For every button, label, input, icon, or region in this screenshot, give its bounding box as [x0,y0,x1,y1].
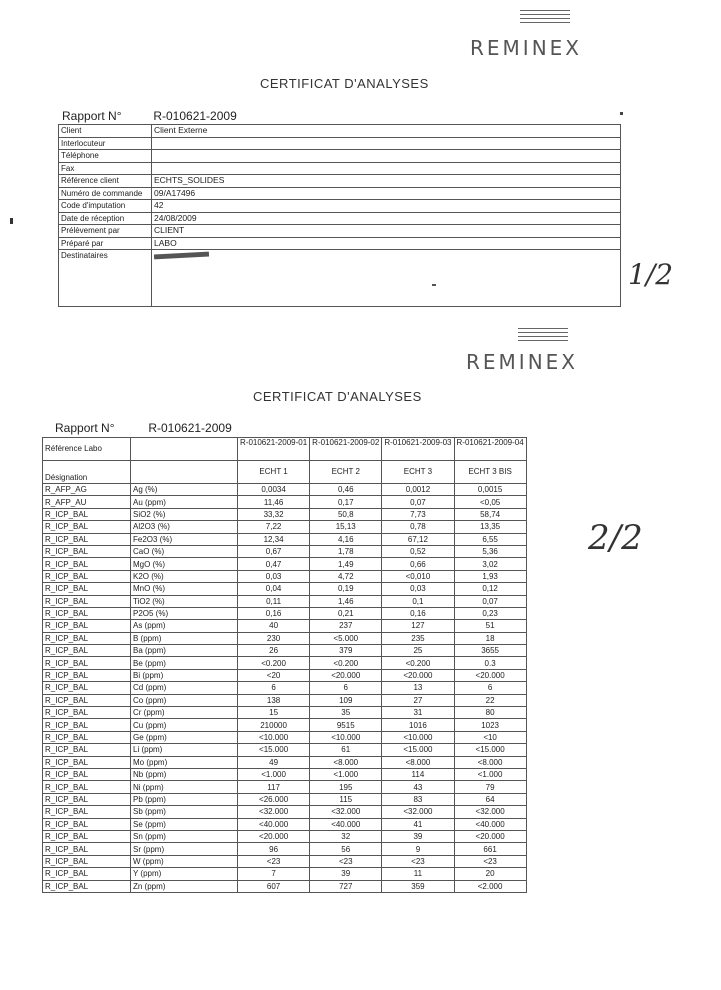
value-cell: 50,8 [310,508,382,520]
info-label: Téléphone [59,150,152,163]
value-cell: <15.000 [238,744,310,756]
result-row [43,533,527,545]
element-cell: Cr (ppm) [131,707,238,719]
value-cell: 0,66 [382,558,454,570]
value-cell: <20 [238,669,310,681]
redacted-mark [154,252,209,260]
scan-mark [620,112,623,115]
value-cell: <0.200 [310,657,382,669]
result-row [43,545,527,557]
value-cell: <20.000 [454,830,526,842]
value-cell: 0,67 [238,545,310,557]
value-cell: 0,19 [310,583,382,595]
result-row [43,868,527,880]
value-cell: 1,78 [310,545,382,557]
value-cell: 210000 [238,719,310,731]
method-cell: R_ICP_BAL [43,719,131,731]
value-cell: 11,46 [238,496,310,508]
value-cell: <1.000 [238,768,310,780]
value-cell: 13,35 [454,521,526,533]
value-cell: 0,03 [382,583,454,595]
result-row [43,669,527,681]
value-cell: 237 [310,620,382,632]
value-cell: <5.000 [310,632,382,644]
element-cell: Li (ppm) [131,744,238,756]
element-cell: Mo (ppm) [131,756,238,768]
value-cell: 359 [382,880,454,892]
value-cell: <32.000 [310,806,382,818]
value-cell: 4,72 [310,570,382,582]
value-cell: 56 [310,843,382,855]
result-row [43,830,527,842]
value-cell: <23 [310,855,382,867]
value-cell: 0,12 [454,583,526,595]
value-cell: 0,07 [454,595,526,607]
value-cell: <15.000 [382,744,454,756]
value-cell: <8.000 [310,756,382,768]
info-row [59,137,621,150]
value-cell: 18 [454,632,526,644]
value-cell: <23 [382,855,454,867]
value-cell: <20.000 [310,669,382,681]
value-cell: 0,11 [238,595,310,607]
value-cell: 12,34 [238,533,310,545]
value-cell: 80 [454,707,526,719]
value-cell: 22 [454,694,526,706]
value-cell: 0.3 [454,657,526,669]
value-cell: <0,05 [454,496,526,508]
header-row-names [43,461,527,484]
sample-ref: R-010621-2009-04 [454,438,526,461]
value-cell: 661 [454,843,526,855]
value-cell: 6,55 [454,533,526,545]
value-cell: <32.000 [454,806,526,818]
value-cell: 0,03 [238,570,310,582]
method-cell: R_ICP_BAL [43,793,131,805]
value-cell: 15 [238,707,310,719]
info-label: Préparé par [59,237,152,250]
info-row [59,200,621,213]
method-cell: R_AFP_AG [43,484,131,496]
value-cell: 0,0015 [454,484,526,496]
method-cell: R_ICP_BAL [43,645,131,657]
method-cell: R_ICP_BAL [43,657,131,669]
value-cell: 1,49 [310,558,382,570]
result-row [43,818,527,830]
value-cell: <32.000 [382,806,454,818]
value-cell: 0,47 [238,558,310,570]
sample-ref: R-010621-2009-03 [382,438,454,461]
value-cell: 6 [310,682,382,694]
value-cell: <26.000 [238,793,310,805]
result-row [43,558,527,570]
value-cell: 0,0012 [382,484,454,496]
sample-name: ECHT 1 [238,461,310,484]
rapport-number: R-010621-2009 [148,421,232,435]
value-cell: 727 [310,880,382,892]
element-cell: Y (ppm) [131,868,238,880]
value-cell: 5,36 [454,545,526,557]
method-cell: R_ICP_BAL [43,768,131,780]
element-cell: Ba (ppm) [131,645,238,657]
method-cell: R_ICP_BAL [43,595,131,607]
company-logo: REMINEX [466,350,578,374]
value-cell: <0.200 [238,657,310,669]
value-cell: 6 [238,682,310,694]
info-label: Numéro de commande [59,187,152,200]
result-row [43,632,527,644]
info-label: Référence client [59,175,152,188]
value-cell: 0,21 [310,607,382,619]
value-cell: 7,73 [382,508,454,520]
company-logo: REMINEX [470,36,582,60]
result-row [43,682,527,694]
value-cell: <2.000 [454,880,526,892]
method-cell: R_ICP_BAL [43,694,131,706]
value-cell: 20 [454,868,526,880]
element-cell: Cu (ppm) [131,719,238,731]
value-cell: 61 [310,744,382,756]
scan-mark [10,218,13,224]
value-cell: 138 [238,694,310,706]
page2-page-mark: 2/2 [588,518,643,558]
value-cell: 0,16 [238,607,310,619]
value-cell: 31 [382,707,454,719]
method-cell: R_ICP_BAL [43,843,131,855]
value-cell: 6 [454,682,526,694]
element-cell: Ge (ppm) [131,731,238,743]
method-cell: R_ICP_BAL [43,756,131,768]
element-cell: P2O5 (%) [131,607,238,619]
value-cell: 115 [310,793,382,805]
value-cell: 49 [238,756,310,768]
result-row [43,855,527,867]
info-label: Code d'imputation [59,200,152,213]
method-cell: R_ICP_BAL [43,533,131,545]
value-cell: 83 [382,793,454,805]
empty-cell [131,461,238,484]
method-cell: R_AFP_AU [43,496,131,508]
value-cell: 26 [238,645,310,657]
value-cell: 39 [382,830,454,842]
info-value: ECHTS_SOLIDES [152,175,621,188]
value-cell: 96 [238,843,310,855]
value-cell: 11 [382,868,454,880]
sample-name: ECHT 3 BIS [454,461,526,484]
info-row [59,225,621,238]
info-row [59,237,621,250]
value-cell: 1023 [454,719,526,731]
value-cell: 9515 [310,719,382,731]
element-cell: Al2O3 (%) [131,521,238,533]
value-cell: 117 [238,781,310,793]
value-cell: 25 [382,645,454,657]
result-row [43,719,527,731]
value-cell: <1.000 [310,768,382,780]
element-cell: Sn (ppm) [131,830,238,842]
value-cell: 1,93 [454,570,526,582]
element-cell: Be (ppm) [131,657,238,669]
result-row [43,806,527,818]
element-cell: Pb (ppm) [131,793,238,805]
result-row [43,731,527,743]
element-cell: Zn (ppm) [131,880,238,892]
designation-label: Désignation [43,461,131,484]
value-cell: <40.000 [238,818,310,830]
method-cell: R_ICP_BAL [43,521,131,533]
value-cell: 109 [310,694,382,706]
method-cell: R_ICP_BAL [43,545,131,557]
value-cell: <0.200 [382,657,454,669]
result-row [43,570,527,582]
value-cell: 39 [310,868,382,880]
report-info-table [58,124,621,307]
result-row [43,620,527,632]
method-cell: R_ICP_BAL [43,620,131,632]
info-label: Prélèvement par [59,225,152,238]
value-cell: 235 [382,632,454,644]
info-row [59,250,621,307]
element-cell: W (ppm) [131,855,238,867]
page1-page-mark: 1/2 [628,258,674,291]
result-row [43,583,527,595]
sample-ref: R-010621-2009-01 [238,438,310,461]
element-cell: As (ppm) [131,620,238,632]
value-cell: <10.000 [382,731,454,743]
info-value [152,150,621,163]
method-cell: R_ICP_BAL [43,682,131,694]
result-row [43,657,527,669]
info-value: Client Externe [152,125,621,138]
value-cell: 7 [238,868,310,880]
ref-labo-label: Référence Labo [43,438,131,461]
method-cell: R_ICP_BAL [43,632,131,644]
info-label: Client [59,125,152,138]
info-row [59,150,621,163]
info-value: 42 [152,200,621,213]
result-row [43,768,527,780]
info-value: LABO [152,237,621,250]
result-row [43,645,527,657]
value-cell: <20.000 [382,669,454,681]
info-label: Interlocuteur [59,137,152,150]
info-value [152,162,621,175]
info-row [59,187,621,200]
value-cell: 9 [382,843,454,855]
value-cell: 3,02 [454,558,526,570]
method-cell: R_ICP_BAL [43,558,131,570]
value-cell: <40.000 [310,818,382,830]
method-cell: R_ICP_BAL [43,880,131,892]
value-cell: 607 [238,880,310,892]
element-cell: Co (ppm) [131,694,238,706]
value-cell: <8.000 [382,756,454,768]
value-cell: 0,52 [382,545,454,557]
logo-decoration [518,328,568,344]
element-cell: TiO2 (%) [131,595,238,607]
value-cell: 35 [310,707,382,719]
value-cell: <23 [454,855,526,867]
info-row [59,162,621,175]
scan-mark [432,284,436,286]
element-cell: CaO (%) [131,545,238,557]
element-cell: K2O (%) [131,570,238,582]
method-cell: R_ICP_BAL [43,508,131,520]
value-cell: 0,78 [382,521,454,533]
method-cell: R_ICP_BAL [43,855,131,867]
value-cell: 27 [382,694,454,706]
value-cell: <8.000 [454,756,526,768]
method-cell: R_ICP_BAL [43,806,131,818]
value-cell: 7,22 [238,521,310,533]
element-cell: SiO2 (%) [131,508,238,520]
logo-decoration [520,10,570,26]
value-cell: 0,1 [382,595,454,607]
page2-title: CERTIFICAT D'ANALYSES [253,389,422,404]
sample-name: ECHT 2 [310,461,382,484]
method-cell: R_ICP_BAL [43,570,131,582]
value-cell: 43 [382,781,454,793]
element-cell: Ag (%) [131,484,238,496]
value-cell: <10.000 [310,731,382,743]
value-cell: 114 [382,768,454,780]
element-cell: Cd (ppm) [131,682,238,694]
info-label: Destinataires [59,250,152,307]
value-cell: 0,0034 [238,484,310,496]
value-cell: <1.000 [454,768,526,780]
result-row [43,508,527,520]
result-row [43,496,527,508]
element-cell: MgO (%) [131,558,238,570]
method-cell: R_ICP_BAL [43,868,131,880]
method-cell: R_ICP_BAL [43,830,131,842]
value-cell: 1,46 [310,595,382,607]
method-cell: R_ICP_BAL [43,607,131,619]
rapport-label: Rapport N° [55,421,115,435]
result-row [43,744,527,756]
info-value [152,137,621,150]
value-cell: <23 [238,855,310,867]
method-cell: R_ICP_BAL [43,669,131,681]
value-cell: <15.000 [454,744,526,756]
value-cell: 64 [454,793,526,805]
value-cell: 67,12 [382,533,454,545]
sample-name: ECHT 3 [382,461,454,484]
value-cell: <20.000 [238,830,310,842]
value-cell: <32.000 [238,806,310,818]
value-cell: 0,46 [310,484,382,496]
result-row [43,793,527,805]
value-cell: 0,07 [382,496,454,508]
info-row [59,212,621,225]
result-row [43,607,527,619]
value-cell: 0,23 [454,607,526,619]
page2-rapport-line [55,421,232,435]
result-row [43,595,527,607]
element-cell: B (ppm) [131,632,238,644]
value-cell: <20.000 [454,669,526,681]
value-cell: 58,74 [454,508,526,520]
info-value: 09/A17496 [152,187,621,200]
element-cell: Se (ppm) [131,818,238,830]
result-row [43,880,527,892]
info-row [59,175,621,188]
value-cell: <0,010 [382,570,454,582]
info-value: CLIENT [152,225,621,238]
element-cell: Fe2O3 (%) [131,533,238,545]
empty-cell [131,438,238,461]
result-row [43,756,527,768]
sample-ref: R-010621-2009-02 [310,438,382,461]
value-cell: 0,16 [382,607,454,619]
value-cell: 0,17 [310,496,382,508]
method-cell: R_ICP_BAL [43,707,131,719]
value-cell: <40.000 [454,818,526,830]
page1-title: CERTIFICAT D'ANALYSES [260,76,429,91]
value-cell: 4,16 [310,533,382,545]
result-row [43,781,527,793]
element-cell: Bi (ppm) [131,669,238,681]
header-row-refs [43,438,527,461]
info-value: 24/08/2009 [152,212,621,225]
value-cell: 1016 [382,719,454,731]
element-cell: Nb (ppm) [131,768,238,780]
element-cell: Ni (ppm) [131,781,238,793]
value-cell: 33,32 [238,508,310,520]
element-cell: Au (ppm) [131,496,238,508]
value-cell: 79 [454,781,526,793]
value-cell: 32 [310,830,382,842]
method-cell: R_ICP_BAL [43,731,131,743]
info-label: Date de réception [59,212,152,225]
info-row [59,125,621,138]
method-cell: R_ICP_BAL [43,781,131,793]
rapport-label: Rapport N° [62,109,122,123]
value-cell: 379 [310,645,382,657]
value-cell: 127 [382,620,454,632]
value-cell: <10.000 [238,731,310,743]
info-label: Fax [59,162,152,175]
result-row [43,484,527,496]
element-cell: Sr (ppm) [131,843,238,855]
value-cell: 15,13 [310,521,382,533]
method-cell: R_ICP_BAL [43,744,131,756]
method-cell: R_ICP_BAL [43,818,131,830]
element-cell: MnO (%) [131,583,238,595]
rapport-number: R-010621-2009 [153,109,237,123]
value-cell: 230 [238,632,310,644]
value-cell: 195 [310,781,382,793]
page1-rapport-line [62,109,237,123]
value-cell: 0,04 [238,583,310,595]
value-cell: <10 [454,731,526,743]
value-cell: 3655 [454,645,526,657]
result-row [43,843,527,855]
element-cell: Sb (ppm) [131,806,238,818]
method-cell: R_ICP_BAL [43,583,131,595]
value-cell: 51 [454,620,526,632]
result-row [43,521,527,533]
analysis-results-table [42,437,527,893]
result-row [43,694,527,706]
info-value [152,250,621,307]
result-row [43,707,527,719]
value-cell: 40 [238,620,310,632]
value-cell: 13 [382,682,454,694]
value-cell: 41 [382,818,454,830]
